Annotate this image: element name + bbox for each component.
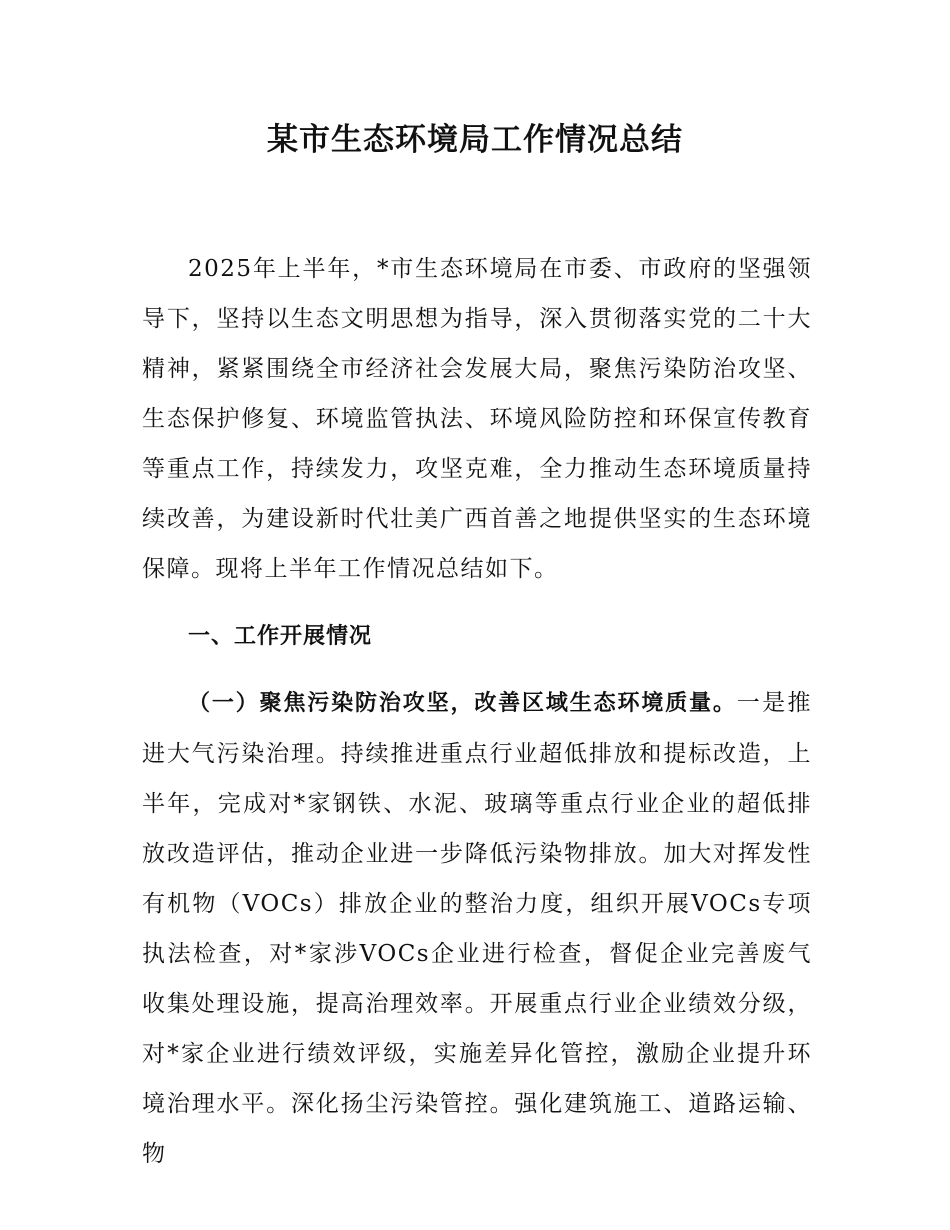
- subsection-body: 一是推进大气污染治理。持续推进重点行业超低排放和提标改造，上半年，完成对*家钢铁、水泥、玻璃等重点行业企业的超低排放改造评估，推动企业进一步降低污染物排放。加大对挥发性有机物（VOCs）排放企业的整治力度，组织开展VOCs专项执法检查，对*家涉VOCs企业进行检查，督促企业完善废气收集处理设施，提高治理效率。开展重点行业企业绩效分级，对*家企业进行绩效评级，实施差异化管控，激励企业提升环境治理水平。深化扬尘污染管控。强化建筑施工、道路运输、物: [142, 690, 812, 1167]
- subsection-paragraph: [142, 678, 812, 1179]
- subsection-lead: （一）聚焦污染防治攻坚，改善区域生态环境质量。: [188, 691, 737, 716]
- document-title: 某市生态环境局工作情况总结: [267, 122, 683, 158]
- section-heading: 一、工作开展情况: [188, 624, 373, 649]
- intro-paragraph: 2025年上半年，*市生态环境局在市委、市政府的坚强领导下，坚持以生态文明思想为指导，深入贯彻落实党的二十大精神，紧紧围绕全市经济社会发展大局，聚焦污染防治攻坚、生态保护修复、环境监管执法、环境风险防控和环保宣传教育等重点工作，持续发力，攻坚克难，全力推动生态环境质量持续改善，为建设新时代壮美广西首善之地提供坚实的生态环境保障。现将上半年工作情况总结如下。: [142, 256, 812, 582]
